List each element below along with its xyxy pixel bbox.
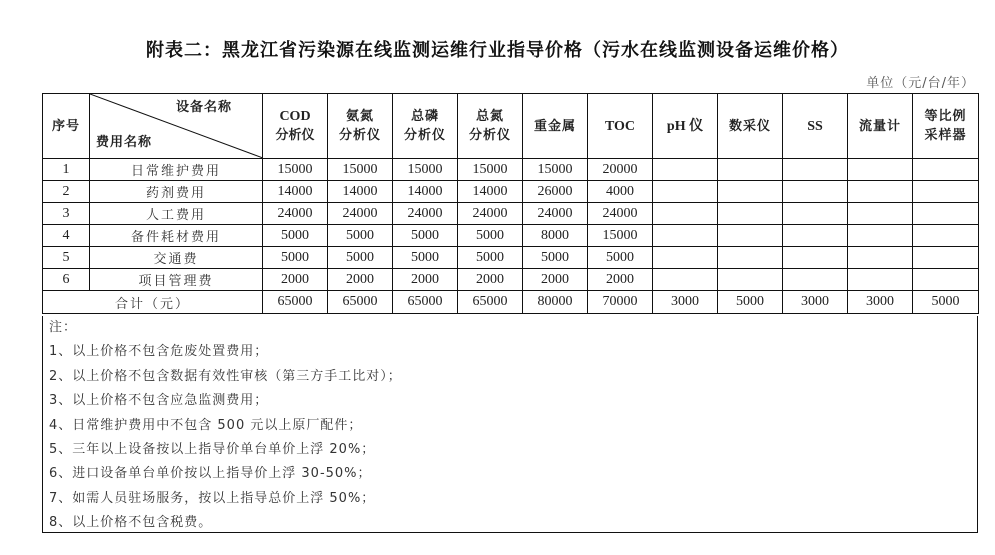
- row-value-cell: 24000: [458, 203, 523, 225]
- row-value-cell: [653, 269, 718, 291]
- row-value-cell: [913, 181, 979, 203]
- row-value-cell: [653, 203, 718, 225]
- row-value-cell: 5000: [393, 247, 458, 269]
- row-value-cell: [653, 181, 718, 203]
- row-value-cell: 14000: [393, 181, 458, 203]
- row-value-cell: [913, 225, 979, 247]
- total-value-cell: 3000: [783, 291, 848, 314]
- note-item: 5、三年以上设备按以上指导价单台单价上浮 20%；: [49, 441, 376, 457]
- row-value-cell: 24000: [588, 203, 653, 225]
- row-value-cell: [653, 247, 718, 269]
- total-value-cell: 5000: [913, 291, 979, 314]
- row-value-cell: [718, 181, 783, 203]
- row-value-cell: 2000: [393, 269, 458, 291]
- total-value-cell: 65000: [458, 291, 523, 314]
- total-value-cell: 65000: [263, 291, 328, 314]
- row-value-cell: 5000: [393, 225, 458, 247]
- row-value-cell: 24000: [328, 203, 393, 225]
- header-row: [43, 94, 979, 159]
- row-value-cell: 15000: [523, 159, 588, 181]
- row-value-cell: 2000: [263, 269, 328, 291]
- header-cost-name: 费用名称: [96, 135, 153, 150]
- row-value-cell: 5000: [458, 225, 523, 247]
- row-value-cell: [913, 203, 979, 225]
- row-value-cell: 24000: [393, 203, 458, 225]
- row-value-cell: 2000: [458, 269, 523, 291]
- row-cost-name: 交通费: [90, 247, 263, 269]
- table-row: [43, 225, 979, 247]
- row-value-cell: [783, 225, 848, 247]
- row-value-cell: [848, 269, 913, 291]
- note-item: 3、以上价格不包含应急监测费用；: [49, 393, 269, 409]
- row-value-cell: 15000: [458, 159, 523, 181]
- header-diagonal-cell: [90, 94, 263, 159]
- table-row: [43, 181, 979, 203]
- row-value-cell: 4000: [588, 181, 653, 203]
- total-value-cell: 3000: [848, 291, 913, 314]
- row-value-cell: 2000: [588, 269, 653, 291]
- row-value-cell: [718, 203, 783, 225]
- header-col-cod: COD 分析仪: [263, 94, 328, 159]
- total-value-cell: 70000: [588, 291, 653, 314]
- row-cost-name: 日常维护费用: [90, 159, 263, 181]
- header-col-total-phosphorus: 总磷 分析仪: [393, 94, 458, 159]
- total-value-cell: 5000: [718, 291, 783, 314]
- row-value-cell: 5000: [523, 247, 588, 269]
- row-seq: 6: [43, 269, 90, 291]
- row-value-cell: 24000: [263, 203, 328, 225]
- row-value-cell: [718, 247, 783, 269]
- total-label: 合计（元）: [43, 291, 263, 314]
- header-col-ss: SS: [783, 94, 848, 159]
- header-seq: 序号: [43, 94, 90, 159]
- row-value-cell: [848, 247, 913, 269]
- row-value-cell: [848, 181, 913, 203]
- row-cost-name: 药剂费用: [90, 181, 263, 203]
- header-col-toc: TOC: [588, 94, 653, 159]
- note-item: 7、如需人员驻场服务，按以上指导总价上浮 50%；: [49, 490, 376, 506]
- note-item: 1、以上价格不包含危废处置费用；: [49, 344, 269, 360]
- note-item: 8、以上价格不包含税费。: [49, 515, 213, 531]
- row-value-cell: [913, 269, 979, 291]
- row-value-cell: 15000: [588, 225, 653, 247]
- total-value-cell: 65000: [328, 291, 393, 314]
- header-col-ammonia: 氨氮 分析仪: [328, 94, 393, 159]
- document-title: 附表二：黑龙江省污染源在线监测运维行业指导价格（污水在线监测设备运维价格）: [146, 40, 849, 61]
- header-col-proportional-sampler: 等比例 采样器: [913, 94, 979, 159]
- row-value-cell: 20000: [588, 159, 653, 181]
- row-value-cell: 5000: [458, 247, 523, 269]
- table-row: [43, 203, 979, 225]
- row-value-cell: [718, 159, 783, 181]
- row-value-cell: [718, 225, 783, 247]
- total-value-cell: 3000: [653, 291, 718, 314]
- row-value-cell: 26000: [523, 181, 588, 203]
- row-value-cell: 2000: [523, 269, 588, 291]
- row-value-cell: [913, 159, 979, 181]
- table-row: [43, 269, 979, 291]
- total-value-cell: 80000: [523, 291, 588, 314]
- row-value-cell: [783, 181, 848, 203]
- table-body: [43, 159, 979, 314]
- row-value-cell: 5000: [588, 247, 653, 269]
- header-col-ph: pH 仪: [653, 94, 718, 159]
- header-equipment-name: 设备名称: [175, 100, 232, 115]
- row-value-cell: 5000: [263, 247, 328, 269]
- row-value-cell: [783, 269, 848, 291]
- row-seq: 4: [43, 225, 90, 247]
- price-table: [42, 93, 979, 314]
- row-value-cell: [653, 159, 718, 181]
- row-value-cell: [913, 247, 979, 269]
- row-value-cell: [848, 203, 913, 225]
- note-item: 4、日常维护费用中不包含 500 元以上原厂配件；: [49, 417, 363, 433]
- unit-label: 单位（元/台/年）: [866, 76, 975, 91]
- header-col-total-nitrogen: 总氮 分析仪: [458, 94, 523, 159]
- total-row: [43, 291, 979, 314]
- row-value-cell: [783, 247, 848, 269]
- notes-box: [42, 316, 978, 533]
- note-item: 2、以上价格不包含数据有效性审核（第三方手工比对）；: [49, 368, 402, 384]
- row-value-cell: 5000: [263, 225, 328, 247]
- row-value-cell: 2000: [328, 269, 393, 291]
- row-value-cell: [783, 159, 848, 181]
- row-seq: 3: [43, 203, 90, 225]
- row-seq: 5: [43, 247, 90, 269]
- row-value-cell: [783, 203, 848, 225]
- row-value-cell: 24000: [523, 203, 588, 225]
- row-value-cell: [848, 225, 913, 247]
- row-value-cell: 15000: [263, 159, 328, 181]
- note-item: 6、进口设备单台单价按以上指导价上浮 30-50%；: [49, 466, 372, 482]
- row-value-cell: [848, 159, 913, 181]
- header-col-data-collector: 数采仪: [718, 94, 783, 159]
- row-value-cell: 5000: [328, 225, 393, 247]
- table-row: [43, 247, 979, 269]
- row-cost-name: 人工费用: [90, 203, 263, 225]
- notes-heading: 注：: [49, 320, 78, 335]
- row-seq: 2: [43, 181, 90, 203]
- row-value-cell: 14000: [328, 181, 393, 203]
- row-value-cell: 14000: [263, 181, 328, 203]
- header-col-flowmeter: 流量计: [848, 94, 913, 159]
- row-cost-name: 项目管理费: [90, 269, 263, 291]
- total-value-cell: 65000: [393, 291, 458, 314]
- row-cost-name: 备件耗材费用: [90, 225, 263, 247]
- table-row: [43, 159, 979, 181]
- header-col-heavy-metal: 重金属: [523, 94, 588, 159]
- row-value-cell: 15000: [393, 159, 458, 181]
- row-value-cell: 15000: [328, 159, 393, 181]
- notes-list: [43, 340, 977, 535]
- row-value-cell: 8000: [523, 225, 588, 247]
- row-seq: 1: [43, 159, 90, 181]
- row-value-cell: 14000: [458, 181, 523, 203]
- row-value-cell: 5000: [328, 247, 393, 269]
- row-value-cell: [718, 269, 783, 291]
- row-value-cell: [653, 225, 718, 247]
